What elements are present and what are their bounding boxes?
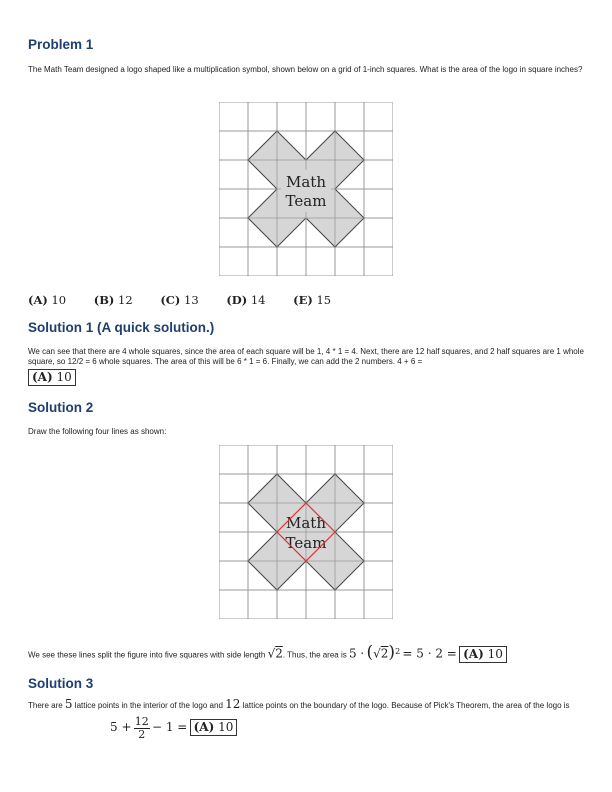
choice-b: (B) 12 — [93, 293, 133, 307]
problem-title: Problem 1 — [28, 37, 94, 52]
solution1-title: Solution 1 (A quick solution.) — [28, 320, 215, 335]
sqrt-expression: √2 — [267, 646, 283, 661]
answer-choices — [28, 293, 355, 307]
choice-e: (E) 15 — [293, 293, 332, 307]
solution1-text: We can see that there are 4 whole squares, since the area of each square will be 1, 4 * 1 = 4. Next, there are 12 half squares, and 2 half squares are 1 whole square, so 12/2 = 6 whole squares. The area of this will be 6 * 1 = 6. Finally, we can add the 2 numbers. 4 + 6 = — [28, 347, 584, 366]
choice-a: (A) 10 — [28, 293, 67, 307]
logo-figure-2 — [219, 445, 393, 619]
solution1-answer: (A) 10 — [28, 368, 76, 386]
solution3-answer: (A) 10 — [190, 719, 238, 736]
solution2-title: Solution 2 — [28, 400, 94, 415]
solution3-expression: 5 + $\frac{12}{2}$ − 1 = (A) 10 — [110, 712, 237, 744]
solution2-intro: Draw the following four lines as shown: — [28, 427, 167, 436]
logo-text-team-2: Team — [285, 534, 327, 552]
solution3-title: Solution 3 — [28, 676, 94, 691]
choice-c: (C) 13 — [160, 293, 199, 307]
fraction: $\frac{12}{2}$ — [134, 715, 149, 742]
logo-text-math-1: Math — [286, 173, 326, 191]
logo-text-math-2: Math — [286, 514, 326, 532]
problem-text: The Math Team designed a logo shaped like a multiplication symbol, shown below on a grid of 1-inch squares. What is the area of the logo in square inches? — [28, 65, 583, 74]
logo-figure-1 — [219, 102, 393, 276]
logo-text-team-1: Team — [285, 192, 327, 210]
solution2-answer: (A) 10 — [459, 646, 507, 663]
solution3-text: There are 5 lattice points in the interior of the logo and 12 lattice points on the boundary of the logo. Because of Pick's Theorem, the area of the logo is — [28, 697, 570, 711]
choice-d: (D) 14 — [226, 293, 266, 307]
solution2-text: We see these lines split the figure into five squares with side length √2. Thus, the area is $5 \cdot (√2)^2 = 5 \cdot 2 = (A)$ 10 — [28, 640, 507, 668]
